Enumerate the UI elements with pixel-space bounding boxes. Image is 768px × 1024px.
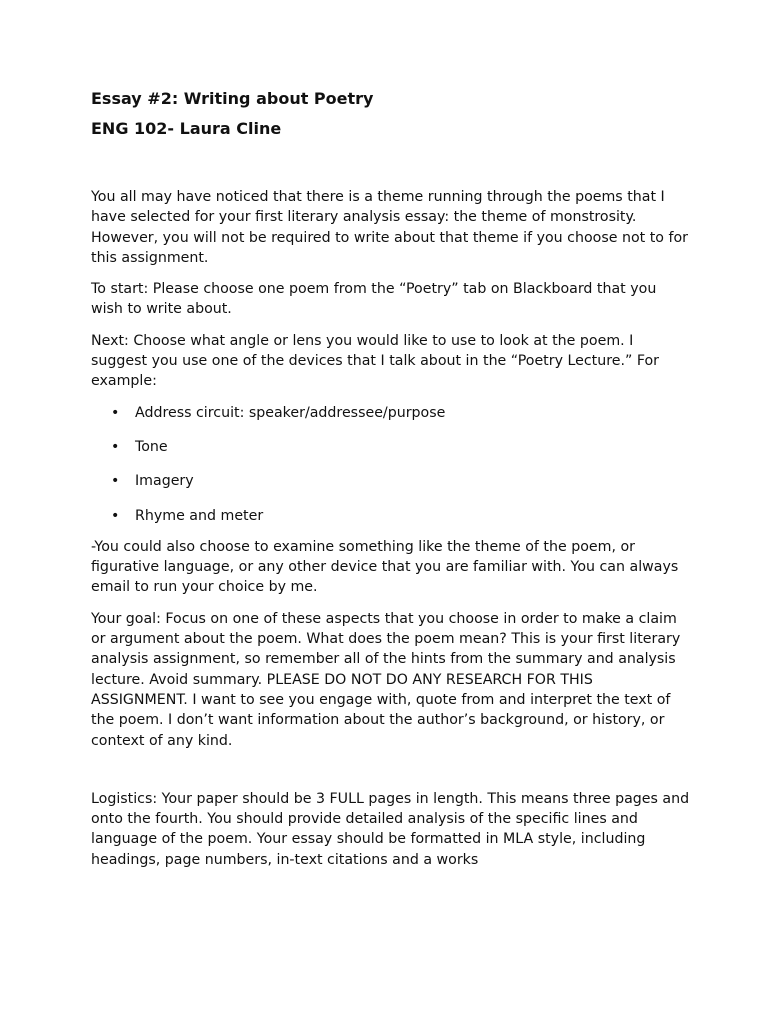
next-paragraph: Next: Choose what angle or lens you would like to use to look at the poem. I suggest you use one of the devices that I talk about in the “Poetry Lecture.” For example: xyxy=(91,332,659,390)
course-heading: ENG 102- Laura Cline xyxy=(91,119,282,138)
list-item xyxy=(111,403,691,423)
list-item-text: Imagery xyxy=(135,473,194,490)
bullet-icon: • xyxy=(111,473,120,490)
list-item xyxy=(111,506,691,526)
list-item-text: Address circuit: speaker/addressee/purpose xyxy=(135,404,446,421)
list-item xyxy=(111,471,691,491)
spacer xyxy=(91,762,691,789)
list-item-text: Rhyme and meter xyxy=(135,507,264,524)
list-item-text: Tone xyxy=(135,438,168,455)
essay-title: Essay #2: Writing about Poetry xyxy=(91,89,374,108)
intro-paragraph: You all may have noticed that there is a theme running through the poems that I have selected for your first literary analysis essay: the theme of monstrosity. However, you will not be required to write about that theme if you choose not to for this assignment. xyxy=(91,189,688,266)
document-page xyxy=(91,88,691,881)
list-item xyxy=(111,437,691,457)
bullet-icon: • xyxy=(111,404,120,421)
bullet-icon: • xyxy=(111,507,120,524)
logistics-paragraph: Logistics: Your paper should be 3 FULL pages in length. This means three pages and onto the fourth. You should provide detailed analysis of the specific lines and language of the poem. Your essay should be formatted in MLA style, including headings, page numbers, in-text citations and a works xyxy=(91,790,690,868)
devices-list xyxy=(91,403,691,526)
bullet-icon: • xyxy=(111,438,120,455)
spacer xyxy=(91,140,691,187)
also-paragraph: -You could also choose to examine something like the theme of the poem, or figurative language, or any other device that you are familiar with. You can always email to run your choice by me. xyxy=(91,538,679,596)
start-paragraph: To start: Please choose one poem from the “Poetry” tab on Blackboard that you wish to write about. xyxy=(91,281,657,318)
goal-paragraph: Your goal: Focus on one of these aspects that you choose in order to make a claim or argument about the poem. What does the poem mean? This is your first literary analysis assignment, so remember all of the hints from the summary and analysis lecture. Avoid summary. PLEASE DO NOT DO ANY RESEARCH FOR THIS ASSIGNMENT. I want to see you engage with, quote from and interpret the text of the poem. I don’t want information about the author’s background, or history, or context of any kind. xyxy=(91,610,681,749)
